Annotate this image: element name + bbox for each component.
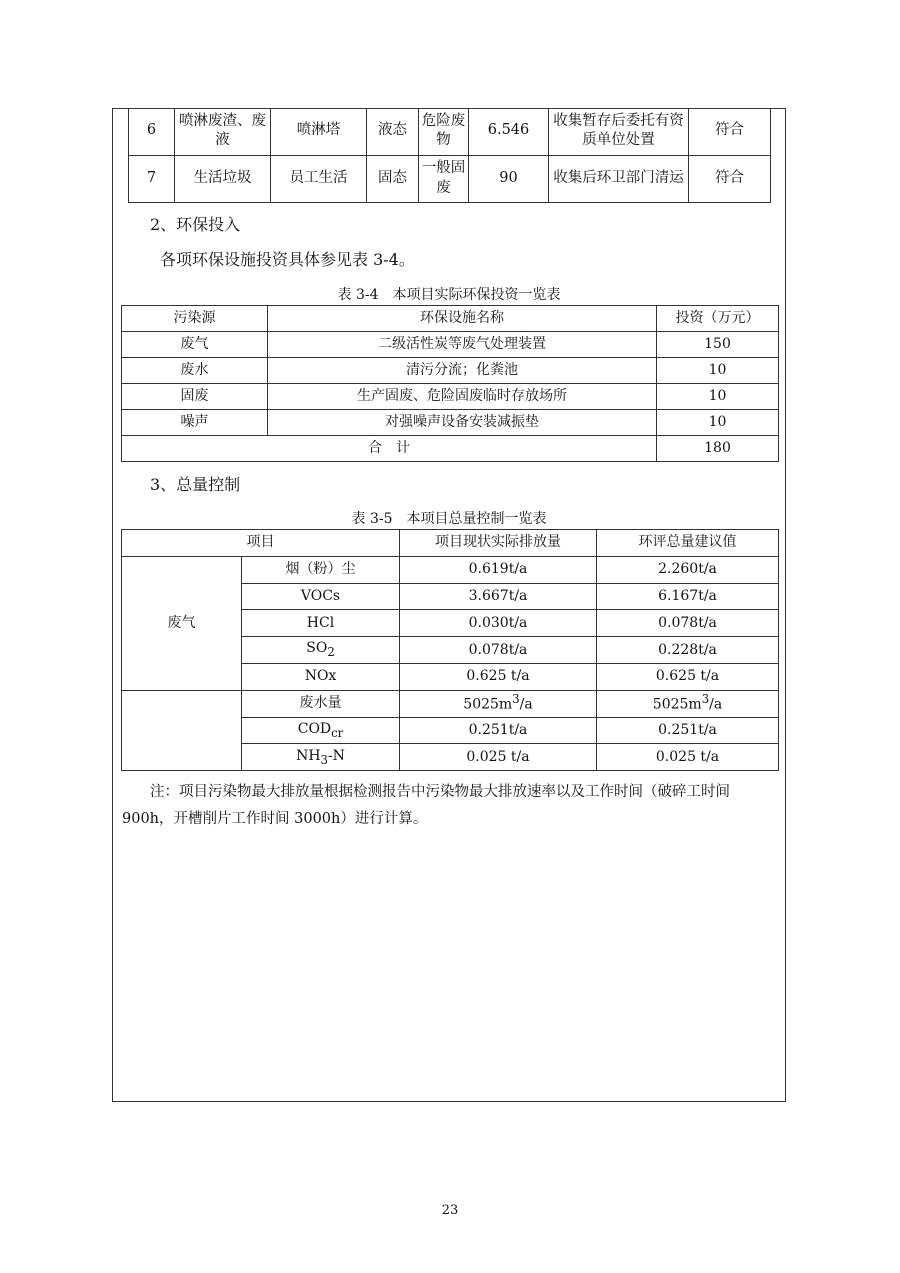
waste-amount: 6.546: [469, 108, 549, 155]
total-label: 合 计: [122, 436, 657, 462]
column-header: 项目现状实际排放量: [400, 530, 597, 557]
suggested-total: 0.078t/a: [597, 610, 779, 637]
table-caption: 表 3-4 本项目实际环保投资一览表: [337, 287, 561, 303]
table-row: [122, 410, 779, 436]
row-number: 6: [129, 108, 175, 155]
formula-main: SO: [306, 640, 328, 657]
pollution-source: 噪声: [122, 410, 268, 436]
value-main: 5025m: [463, 697, 513, 714]
waste-name: 喷淋废渣、废液: [175, 108, 271, 155]
suggested-total: 0.228t/a: [597, 637, 779, 664]
waste-disposal-table: [128, 108, 771, 203]
formula-subscript: cr: [331, 725, 344, 740]
table-row: [129, 108, 771, 155]
page-number: 23: [441, 1203, 459, 1218]
pollutant-item: NOx: [242, 663, 400, 690]
actual-emission: [400, 690, 597, 717]
facility-name: 清污分流；化粪池: [268, 358, 657, 384]
group-label-water: [122, 690, 242, 770]
waste-state: 固态: [367, 155, 419, 202]
table-row: [122, 556, 779, 583]
section-heading-investment: 2、环保投入: [150, 215, 241, 234]
actual-emission: 0.619t/a: [400, 556, 597, 583]
column-header: 污染源: [122, 306, 268, 332]
row-number: 7: [129, 155, 175, 202]
waste-result: 符合: [689, 155, 771, 202]
pollutant-item: 废水量: [242, 690, 400, 717]
waste-amount: 90: [469, 155, 549, 202]
column-header: 环评总量建议值: [597, 530, 779, 557]
waste-disposal: 收集后环卫部门清运: [549, 155, 689, 202]
pollution-source: 废水: [122, 358, 268, 384]
investment-value: 10: [657, 410, 779, 436]
pollutant-item: 烟（粉）尘: [242, 556, 400, 583]
suggested-total: 0.625 t/a: [597, 663, 779, 690]
section-heading-total-control: 3、总量控制: [150, 475, 241, 494]
actual-emission: 0.625 t/a: [400, 663, 597, 690]
formula-main: NH: [296, 747, 321, 764]
total-control-table: [121, 529, 779, 771]
actual-emission: 3.667t/a: [400, 583, 597, 610]
formula-subscript: 3: [320, 752, 328, 767]
table-row: [122, 384, 779, 410]
table-row: [122, 358, 779, 384]
suggested-total: 6.167t/a: [597, 583, 779, 610]
waste-type: 危险废物: [419, 108, 469, 155]
formula-main: COD: [297, 720, 332, 737]
calculation-note: 注：项目污染物最大排放量根据检测报告中污染物最大排放速率以及工作时间（破碎工时间 900h，开槽削片工作时间 3000h）进行计算。: [122, 784, 730, 827]
table-header-row: [122, 306, 779, 332]
table-header-row: [122, 530, 779, 557]
suggested-total: 0.251t/a: [597, 717, 779, 744]
suggested-total: [597, 690, 779, 717]
table-caption: 表 3-5 本项目总量控制一览表: [351, 511, 547, 527]
value-main: 5025m: [652, 697, 702, 714]
formula-subscript: 2: [327, 645, 335, 660]
column-header: 投资（万元）: [657, 306, 779, 332]
waste-state: 液态: [367, 108, 419, 155]
value-tail: /a: [709, 697, 723, 714]
value-tail: /a: [519, 697, 533, 714]
formula-tail: -N: [327, 747, 345, 764]
actual-emission: 0.078t/a: [400, 637, 597, 664]
group-label-gas: 废气: [122, 556, 242, 690]
column-header: 项目: [122, 530, 400, 557]
suggested-total: 0.025 t/a: [597, 744, 779, 771]
actual-emission: 0.030t/a: [400, 610, 597, 637]
investment-value: 150: [657, 332, 779, 358]
waste-name: 生活垃圾: [175, 155, 271, 202]
column-header: 环保设施名称: [268, 306, 657, 332]
pollutant-item: [242, 637, 400, 664]
value-superscript: 3: [701, 692, 710, 707]
investment-value: 10: [657, 358, 779, 384]
total-row: [122, 436, 779, 462]
table-row: [122, 332, 779, 358]
facility-name: 生产固废、危险固废临时存放场所: [268, 384, 657, 410]
suggested-total: 2.260t/a: [597, 556, 779, 583]
value-superscript: 3: [512, 692, 520, 707]
actual-emission: 0.025 t/a: [400, 744, 597, 771]
facility-name: 二级活性炭等废气处理装置: [268, 332, 657, 358]
pollutant-item: [242, 717, 400, 744]
pollution-source: 固废: [122, 384, 268, 410]
waste-disposal: 收集暂存后委托有资质单位处置: [549, 108, 689, 155]
pollution-source: 废气: [122, 332, 268, 358]
waste-source: 员工生活: [271, 155, 367, 202]
pollutant-item: [242, 744, 400, 771]
actual-emission: 0.251t/a: [400, 717, 597, 744]
table-row: [122, 690, 779, 717]
investment-value: 10: [657, 384, 779, 410]
pollutant-item: VOCs: [242, 583, 400, 610]
table-row: [129, 155, 771, 202]
waste-source: 喷淋塔: [271, 108, 367, 155]
investment-table: [121, 305, 779, 462]
facility-name: 对强噪声设备安装减振垫: [268, 410, 657, 436]
investment-intro: 各项环保设施投资具体参见表 3-4。: [160, 250, 415, 269]
waste-type: 一般固废: [419, 155, 469, 202]
waste-result: 符合: [689, 108, 771, 155]
total-value: 180: [657, 436, 779, 462]
pollutant-item: HCl: [242, 610, 400, 637]
